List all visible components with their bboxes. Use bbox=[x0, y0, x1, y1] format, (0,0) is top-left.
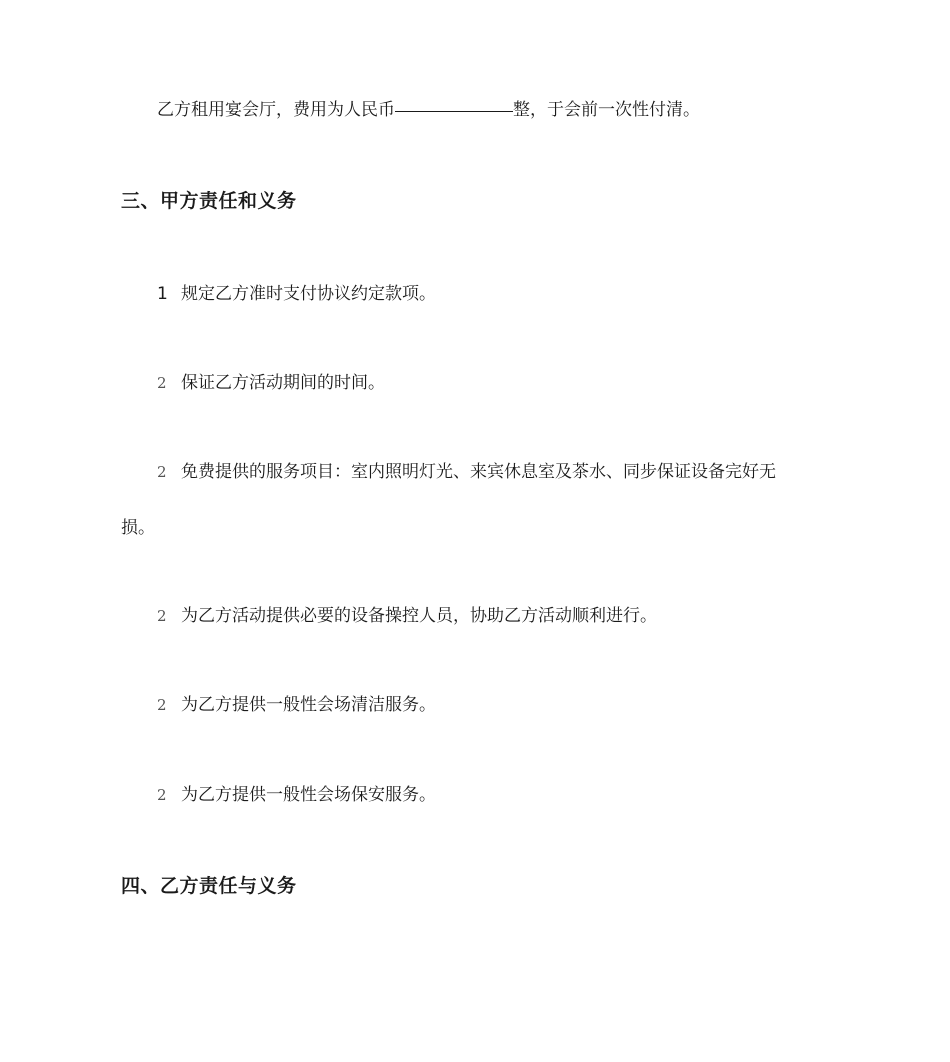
item-text: 规定乙方准时支付协议约定款项。 bbox=[181, 284, 436, 304]
item-text: 为乙方活动提供必要的设备操控人员，协助乙方活动顺利进行。 bbox=[181, 606, 657, 626]
section-3-item-3-continuation: 损。 bbox=[121, 518, 155, 538]
payment-text-before: 乙方租用宴会厅，费用为人民币 bbox=[157, 100, 395, 120]
section-3-item-2 bbox=[157, 372, 385, 394]
item-number: 2 bbox=[157, 607, 167, 625]
item-text: 为乙方提供一般性会场保安服务。 bbox=[181, 785, 436, 805]
amount-blank-line bbox=[395, 111, 513, 112]
payment-text-after: 整，于会前一次性付清。 bbox=[513, 100, 700, 120]
item-number: 2 bbox=[157, 696, 167, 714]
section-3-heading: 三、甲方责任和义务 bbox=[121, 190, 297, 212]
item-number: 2 bbox=[157, 786, 167, 804]
section-4-heading: 四、乙方责任与义务 bbox=[121, 875, 297, 897]
item-text: 保证乙方活动期间的时间。 bbox=[181, 373, 385, 393]
item-number: 2 bbox=[157, 374, 167, 392]
section-3-item-6 bbox=[157, 784, 436, 806]
section-3-item-1 bbox=[157, 283, 436, 305]
item-number: 2 bbox=[157, 463, 167, 481]
item-text: 免费提供的服务项目：室内照明灯光、来宾休息室及茶水、同步保证设备完好无 bbox=[181, 462, 776, 482]
section-3-item-3 bbox=[157, 461, 776, 483]
item-number: 1 bbox=[157, 284, 168, 304]
item-text: 为乙方提供一般性会场清洁服务。 bbox=[181, 695, 436, 715]
section-3-item-4 bbox=[157, 605, 657, 627]
section-3-item-5 bbox=[157, 694, 436, 716]
payment-paragraph bbox=[157, 99, 700, 121]
